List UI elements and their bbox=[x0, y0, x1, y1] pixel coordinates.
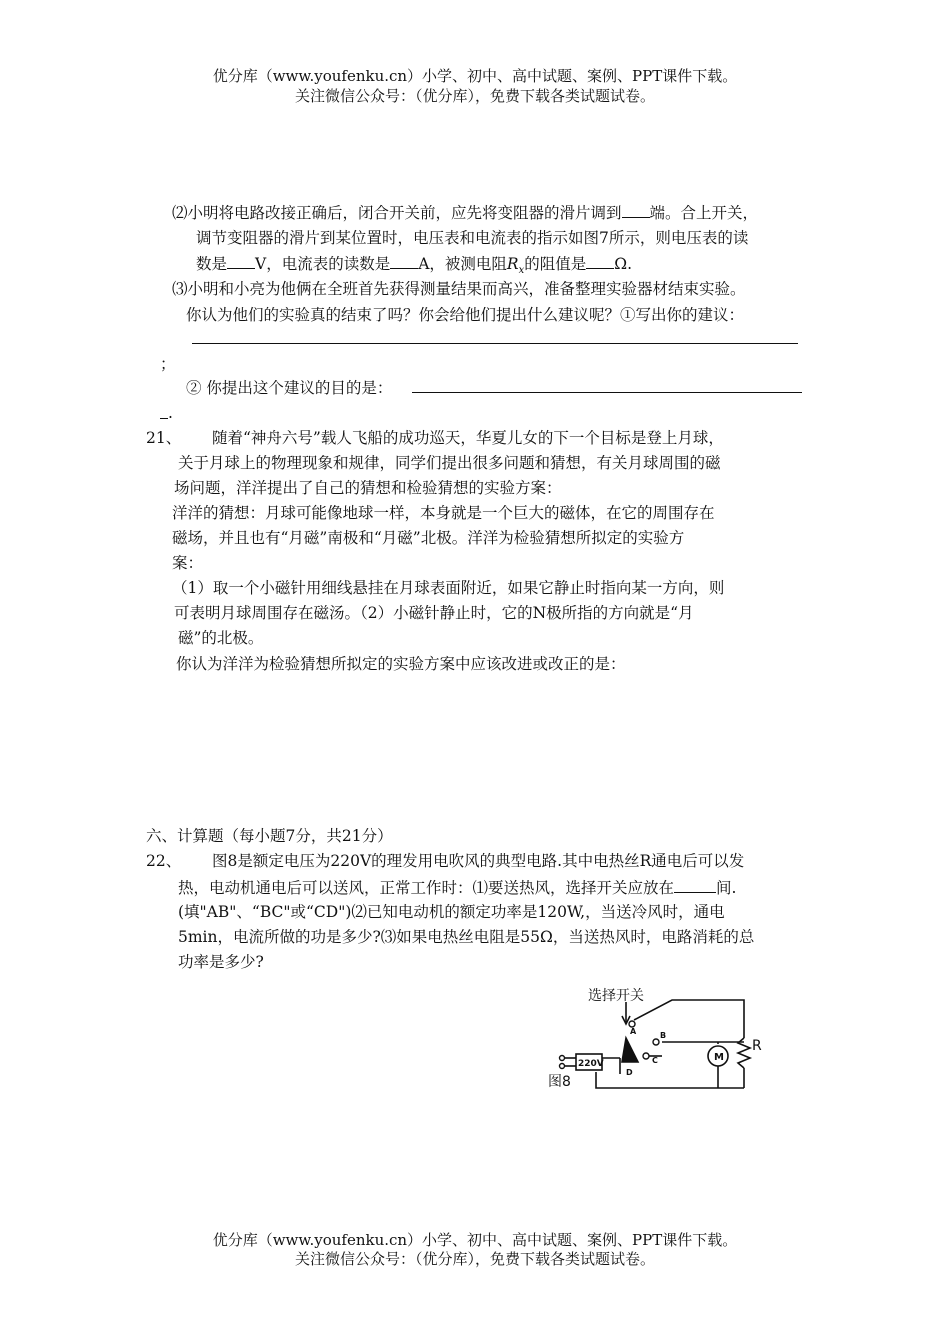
q21-line9: 磁”的北极。 bbox=[178, 629, 264, 647]
q21-line1: 随着“神舟六号”载人飞船的成功巡天，华夏儿女的下一个目标是登上月球， bbox=[212, 429, 724, 447]
figure8-label-c: C bbox=[652, 1056, 658, 1065]
figure8-motor-label: M bbox=[714, 1052, 724, 1063]
wire-top bbox=[634, 1000, 744, 1038]
plug-terminal-1 bbox=[560, 1056, 565, 1061]
figure8-label-b: B bbox=[660, 1031, 667, 1040]
q21-number: 21、 bbox=[146, 429, 182, 447]
q22-number: 22、 bbox=[146, 852, 182, 870]
q21-line8: 可表明月球周围存在磁汤。（2）小磁针静止时，它的N极所指的方向就是“月 bbox=[174, 604, 694, 622]
answer-blank-switch-position[interactable] bbox=[674, 877, 716, 893]
q22-line2: 热，电动机通电后可以送风，正常工作时：⑴要送热风，选择开关应放在 间. bbox=[178, 879, 737, 897]
answer-line-purpose[interactable] bbox=[412, 392, 802, 393]
q20-part2-line3: 数是 V，电流表的读数是 A，被测电阻$R_x$的阻值是 Ω. bbox=[196, 255, 633, 277]
q20-semicolon: ； bbox=[160, 355, 176, 373]
answer-blank-current[interactable] bbox=[390, 253, 418, 269]
plug-terminal-2 bbox=[560, 1064, 565, 1069]
answer-blank-resistance[interactable] bbox=[586, 253, 614, 269]
q20-end-mark: . bbox=[168, 404, 173, 422]
q21-line6: 案： bbox=[172, 554, 204, 572]
q22-line3: (填"AB"、“BC"或“CD")⑵已知电动机的额定功率是120W,，当送冷风时，通电 bbox=[178, 903, 725, 921]
section6-title: 六、计算题（每小题7分，共21分） bbox=[146, 827, 393, 845]
figure8-label-d: D bbox=[626, 1068, 633, 1077]
header-line-2: 关注微信公众号：（优分库），免费下载各类试题试卷。 bbox=[294, 87, 655, 105]
answer-line-suggestion[interactable] bbox=[192, 343, 798, 344]
figure8-caption: 图8 bbox=[548, 1074, 571, 1090]
q20-part3-line4: ② 你提出这个建议的目的是： bbox=[186, 379, 393, 397]
q21-line10: 你认为洋洋为检验猜想所拟定的实验方案中应该改进或改正的是： bbox=[176, 655, 626, 673]
q21-line3: 场问题，洋洋提出了自己的猜想和检验猜想的实验方案： bbox=[174, 479, 562, 497]
answer-blank-voltage[interactable] bbox=[227, 253, 255, 269]
wire-bottom bbox=[596, 1072, 744, 1088]
terminal-c bbox=[643, 1053, 649, 1059]
q20-part3-line2: 你认为他们的实验真的结束了吗？你会给他们提出什么建议呢？①写出你的建议： bbox=[186, 306, 745, 324]
q21-line4: 洋洋的猜想：月球可能像地球一样，本身就是一个巨大的磁体，在它的周围存在 bbox=[172, 504, 715, 522]
footer-line-1: 优分库（www.youfenku.cn）小学、初中、高中试题、案例、PPT课件下载。 bbox=[212, 1231, 738, 1249]
q20-part2-line1: ⑵小明将电路改接正确后，闭合开关前，应先将变阻器的滑片调到 端。合上开关， bbox=[172, 204, 759, 222]
q21-line2: 关于月球上的物理现象和规律，同学们提出很多问题和猜想，有关月球周围的磁 bbox=[178, 454, 721, 472]
figure8-voltage-label: 220V bbox=[578, 1059, 604, 1069]
terminal-b bbox=[653, 1039, 659, 1045]
q20-part3-line1: ⑶小明和小亮为他俩在全班首先获得测量结果而高兴，准备整理实验器材结束实验。 bbox=[172, 280, 746, 298]
figure8-label-a: A bbox=[630, 1027, 637, 1036]
selector-switch-wedge bbox=[622, 1038, 638, 1062]
q22-line1: 图8是额定电压为220V的理发用电吹风的典型电路.其中电热丝R通电后可以发 bbox=[212, 852, 745, 870]
figure8-switch-label: 选择开关 bbox=[588, 988, 644, 1004]
answer-line-purpose-cont[interactable] bbox=[160, 418, 168, 419]
q21-line5: 磁场，并且也有“月磁”南极和“月磁”北极。洋洋为检验猜想所拟定的实验方 bbox=[172, 529, 685, 547]
q20-part2-line2: 调节变阻器的滑片到某位置时，电压表和电流表的指示如图7所示，则电压表的读 bbox=[196, 229, 749, 247]
figure8-label-r: R bbox=[752, 1038, 762, 1054]
q22-line5: 功率是多少? bbox=[178, 953, 264, 971]
q21-line7: （1）取一个小磁针用细线悬挂在月球表面附近，如果它静止时指向某一方向，则 bbox=[172, 579, 725, 597]
circuit-diagram-figure8 bbox=[540, 980, 780, 1095]
footer-line-2: 关注微信公众号：（优分库），免费下载各类试题试卷。 bbox=[294, 1250, 655, 1268]
answer-blank-end[interactable] bbox=[622, 202, 650, 218]
header-line-1: 优分库（www.youfenku.cn）小学、初中、高中试题、案例、PPT课件下载。 bbox=[212, 67, 738, 85]
q22-line4: 5min，电流所做的功是多少?⑶如果电热丝电阻是55Ω，当送热风时，电路消耗的总 bbox=[178, 928, 755, 946]
